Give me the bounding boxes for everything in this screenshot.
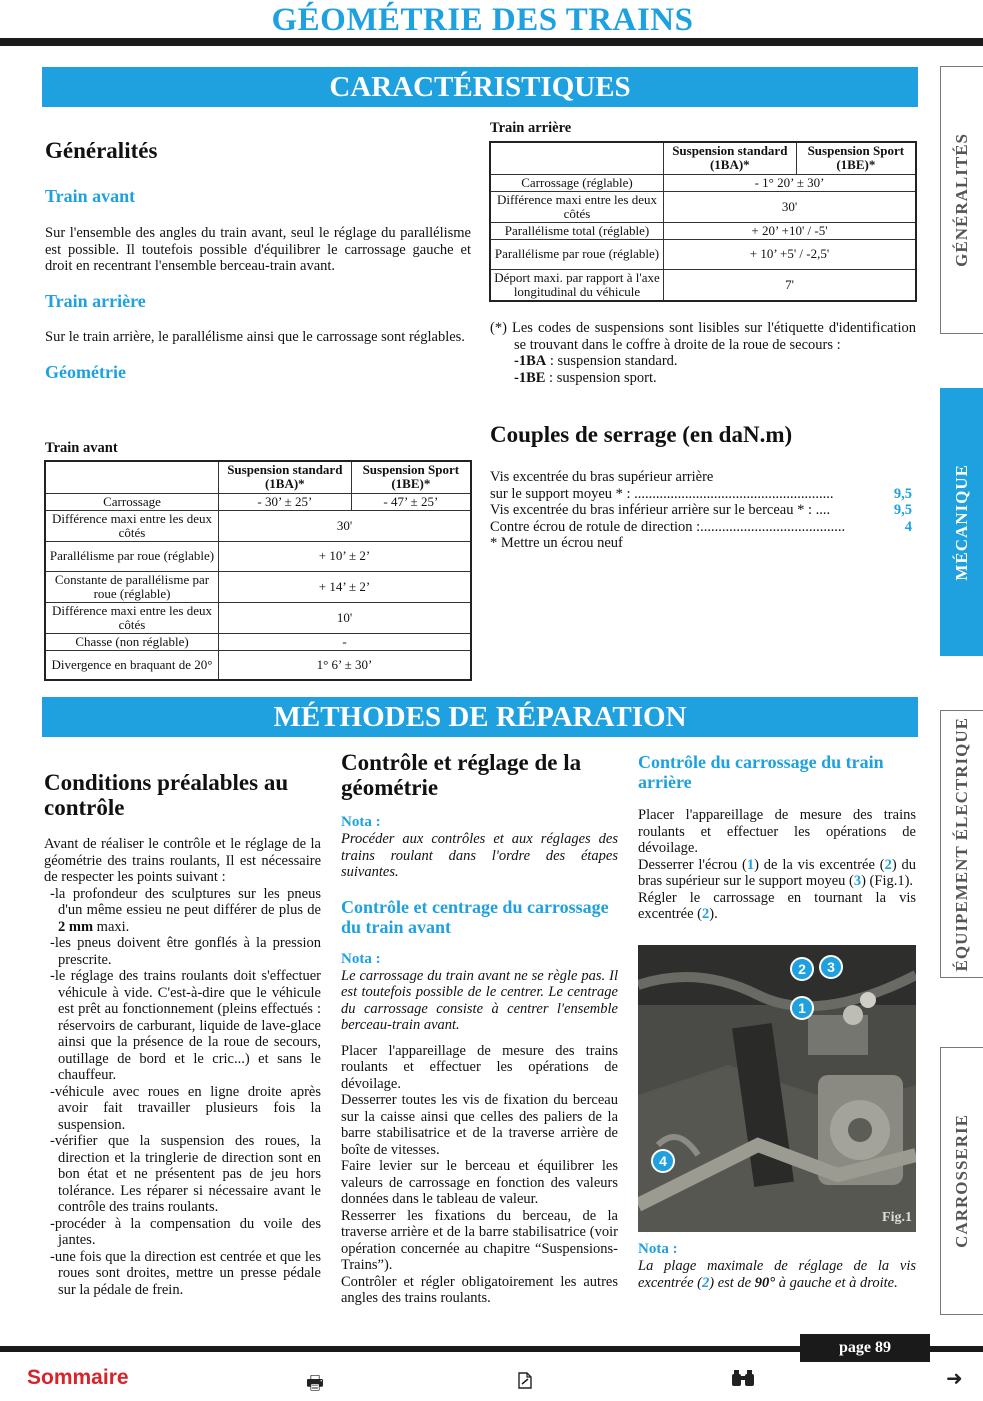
list-item: -les pneus doivent être gonflés à la pression prescrite. (50, 935, 321, 968)
section-band-caracteristiques: CARACTÉRISTIQUES (42, 67, 918, 107)
table-cell: + 14’ ± 2’ (219, 571, 472, 602)
figure-label: Fig.1 (882, 1210, 912, 1225)
page-title: GÉOMÉTRIE DES TRAINS (271, 2, 694, 38)
sommaire-link[interactable]: Sommaire (27, 1366, 129, 1389)
controle-centrage-heading: Contrôle et centrage du carrossage du train avant (341, 896, 609, 937)
document-icon[interactable] (517, 1372, 533, 1393)
procedure-text: Desserrer toutes les vis de fixation du berceau sur la caisse ainsi que celles des paliers de la barre stabilisatrice et de la traverse arrière de boîte de vitesses. (341, 1092, 618, 1158)
train-avant-table-label: Train avant (45, 440, 118, 456)
table-cell: Constante de parallélisme par roue (réglable) (45, 571, 219, 602)
table-cell: Parallélisme total (réglable) (490, 222, 664, 239)
binoculars-icon[interactable] (731, 1369, 755, 1392)
table-cell: Parallélisme par roue (réglable) (45, 541, 219, 571)
generalites-section (45, 138, 471, 383)
emphasis: 2 mm (58, 918, 94, 935)
torque-value: 9,5 (893, 502, 912, 518)
nota-label: Nota : (341, 950, 381, 967)
nota-text (638, 1258, 916, 1291)
header-rule (0, 38, 983, 46)
tab-mecanique[interactable] (940, 388, 983, 656)
next-arrow-icon[interactable]: ➜ (946, 1366, 963, 1390)
controle-arriere-section (638, 752, 916, 923)
table-cell: Chasse (non réglable) (45, 633, 219, 650)
footnote-code-line (490, 370, 916, 387)
list-item: -véhicule avec roues en ligne droite après avoir fait travailler plusieurs fois la suspension. (50, 1083, 321, 1133)
callout-marker: 1 (790, 996, 814, 1020)
list-item: -le réglage des trains roulants doit s'effectuer véhicule à vide. C'est-à-dire que le véhicule est prêt au fonctionnement (pleins effectués : réservoirs de carburant, liquide de lave-glace ainsi que la présence de la roue de secours, outillage de bord et le cric...) et sans le chauffeur. (50, 968, 321, 1083)
table-cell: 10' (219, 602, 472, 633)
torque-line: Vis excentrée du bras supérieur arrière (490, 469, 714, 485)
couples-heading: Couples de serrage (en daN.m) (490, 422, 793, 447)
table-header: Suspension Sport (1BE)* (351, 461, 471, 493)
torque-line: * Mettre un écrou neuf (490, 535, 623, 551)
table-cell: + 10’ ± 2’ (219, 541, 472, 571)
nota-label: Nota : (341, 814, 381, 830)
table-cell: - (219, 633, 472, 650)
table-cell: 7' (664, 269, 917, 301)
text-part: ). (709, 906, 718, 922)
conditions-intro: Avant de réaliser le contrôle et le réglage de la géométrie des trains roulants, Il est nécessaire de respecter les points suivant : (44, 836, 321, 885)
text-part: Desserrer l'écrou ( (638, 856, 747, 873)
table-cell: Différence maxi entre les deux côtés (45, 510, 219, 541)
table-cell: Différence maxi entre les deux côtés (45, 602, 219, 633)
procedure-text: Contrôler et régler obligatoirement les autres angles des trains roulants. (341, 1273, 618, 1306)
section-band-methodes: MÉTHODES DE RÉPARATION (42, 697, 918, 737)
tab-label: ÉQUIPEMENT ÉLECTRIQUE (952, 716, 971, 972)
nota-text: Procéder aux contrôles et aux réglages des trains roulant dans l'ordre des étapes suivantes. (341, 831, 618, 880)
tab-label: CARROSSERIE (952, 1114, 971, 1248)
list-item: -la profondeur des sculptures sur les pneus d'un même essieu ne peut différer de plus de 2 mm maxi. (50, 885, 321, 935)
torque-line (490, 486, 912, 503)
train-arriere-table (489, 141, 917, 302)
torque-label: Vis excentrée du bras inférieur arrière sur le berceau * : .... (490, 502, 831, 518)
couples-section (490, 422, 912, 552)
text-part: ) de la vis excentrée ( (754, 856, 885, 873)
tab-label: MÉCANIQUE (952, 463, 971, 581)
procedure-text (638, 890, 916, 923)
table-cell: Déport maxi. par rapport à l'axe longitudinal du véhicule (490, 269, 664, 301)
procedure-text: Placer l'appareillage de mesure des trains roulants et effectuer les opérations de dévoilage. (341, 1042, 618, 1092)
table-header: Suspension standard (1BA)* (664, 142, 797, 174)
nota-arriere (638, 1241, 916, 1291)
conditions-list (44, 886, 321, 1299)
page-number: page 89 (800, 1334, 930, 1362)
table-cell: Carrossage (45, 493, 219, 510)
table-cell: - 47’ ± 25’ (351, 493, 471, 510)
footnote-text: (*) Les codes de suspensions sont lisibles sur l'étiquette d'identification se trouvant dans le coffre à droite de la roue de secours : (490, 320, 916, 353)
text-part: ) est de (709, 1274, 755, 1291)
text-part: La plage maximale de réglage de la vis excentrée ( (638, 1258, 916, 1291)
ref-number: 2 (702, 1274, 710, 1291)
train-avant-table (44, 460, 472, 681)
document-icon-svg (517, 1372, 533, 1389)
geometrie-heading: Géométrie (45, 362, 126, 382)
table-corner (490, 142, 664, 174)
table-cell: + 20’ +10' / -5' (664, 222, 917, 239)
suspension-photo (638, 945, 916, 1232)
footnote (490, 320, 916, 386)
code-1be: -1BE (514, 369, 546, 386)
tab-carrosserie[interactable] (940, 1047, 983, 1315)
text-part: ) du bras supérieur sur le support moyeu ( (638, 856, 916, 889)
printer-icon[interactable]: 🖶 (306, 1372, 324, 1394)
tab-generalites[interactable] (940, 66, 983, 334)
generalites-heading: Généralités (45, 138, 158, 163)
code-1ba: -1BA (514, 353, 547, 369)
procedure-text: Resserrer les fixations du berceau, de la traverse arrière et de la barre stabilisatrice (voir opération concernée au chapitre “Suspensions-Trains”). (341, 1207, 618, 1273)
list-item: -procéder à la compensation du voile des jantes. (50, 1215, 321, 1248)
callout-marker: 2 (790, 957, 814, 981)
table-cell: Parallélisme par roue (réglable) (490, 239, 664, 269)
torque-line (490, 502, 912, 519)
table-cell: - 1° 20’ ± 30’ (664, 174, 917, 191)
torque-label: Contre écrou de rotule de direction :........................................ (490, 518, 846, 535)
text-part: Régler le carrossage en tournant la vis excentrée ( (638, 889, 916, 922)
footnote-code-line (490, 353, 916, 370)
code-1be-text: : suspension sport. (545, 369, 657, 386)
binoculars-icon-svg (731, 1369, 755, 1387)
train-avant-text: Sur l'ensemble des angles du train avant, seul le réglage du parallélisme est possible. Il toutefois possible d'équilibrer le carrossage gauche et droit en recentrant l'ensemble berceau-train avant. (45, 225, 471, 274)
conditions-section (44, 770, 321, 1298)
degree-value: 90° (754, 1274, 776, 1291)
code-1ba-text: : suspension standard. (546, 353, 678, 369)
list-item: -une fois que la direction est centrée et que les roues sont droites, mettre un presse pédale sur la pédale de frein. (50, 1248, 321, 1298)
list-item: -vérifier que la suspension des roues, la direction et la tringlerie de direction sont en bon état et ne présentent pas de jeu hors tolérance. Les réparer si nécessaire avant le contrôle des trains roulants. (50, 1133, 321, 1215)
procedure-text (638, 857, 916, 890)
callout-marker: 3 (819, 955, 843, 979)
torque-label: sur le support moyeu * : ....................................................... (490, 485, 834, 502)
ref-number: 3 (853, 873, 862, 889)
nota-text: Le carrossage du train avant ne se règle pas. Il est toutefois possible de le centrer. Le centrage du carrossage consiste à centrer l'ensemble berceau-train avant. (341, 967, 618, 1033)
table-cell: - 30’ ± 25’ (219, 493, 352, 510)
train-avant-heading: Train avant (45, 186, 136, 206)
tab-equipement-electrique[interactable] (940, 710, 983, 978)
table-cell: Divergence en braquant de 20° (45, 650, 219, 680)
suspension-photo-illustration (638, 945, 916, 1232)
torque-value: 9,5 (893, 485, 912, 502)
ref-number: 2 (702, 906, 710, 922)
table-cell: + 10’ +5' / -2,5' (664, 239, 917, 269)
table-cell: Différence maxi entre les deux côtés (490, 191, 664, 222)
table-cell: Carrossage (réglable) (490, 174, 664, 191)
nota-label: Nota : (638, 1241, 678, 1257)
callout-marker: 4 (651, 1149, 675, 1173)
ref-number: 2 (884, 856, 892, 873)
controle-reglage-heading: Contrôle et réglage de la géométrie (341, 750, 582, 800)
ref-number: 1 (746, 856, 755, 873)
text-part: à gauche et à droite. (775, 1274, 898, 1291)
text-part: ) (Fig.1). (861, 873, 914, 889)
controle-arriere-heading: Contrôle du carrossage du train arrière (638, 752, 884, 792)
table-header: Suspension standard (1BA)* (219, 461, 352, 493)
procedure-text: Faire levier sur le berceau et équilibrer les valeurs de carrossage en fonction des valeurs données dans le tableau de valeur. (341, 1158, 618, 1207)
torque-value: 4 (904, 518, 912, 535)
procedure-text: Placer l'appareillage de mesure des trains roulants et effectuer les opérations de dévoilage. (638, 807, 916, 856)
controle-reglage-section (341, 750, 618, 1307)
table-cell: 30' (219, 510, 472, 541)
table-cell: 30' (664, 191, 917, 222)
train-arriere-text: Sur le train arrière, le parallélisme ainsi que le carrossage sont réglables. (45, 328, 465, 345)
conditions-heading: Conditions préalables au contrôle (44, 770, 289, 820)
table-cell: 1° 6’ ± 30’ (219, 650, 472, 680)
table-header: Suspension Sport (1BE)* (796, 142, 916, 174)
train-arriere-table-label: Train arrière (490, 120, 572, 136)
train-arriere-heading: Train arrière (45, 290, 146, 311)
tab-label: GÉNÉRALITÉS (952, 133, 971, 267)
torque-line (490, 519, 912, 536)
table-corner (45, 461, 219, 493)
